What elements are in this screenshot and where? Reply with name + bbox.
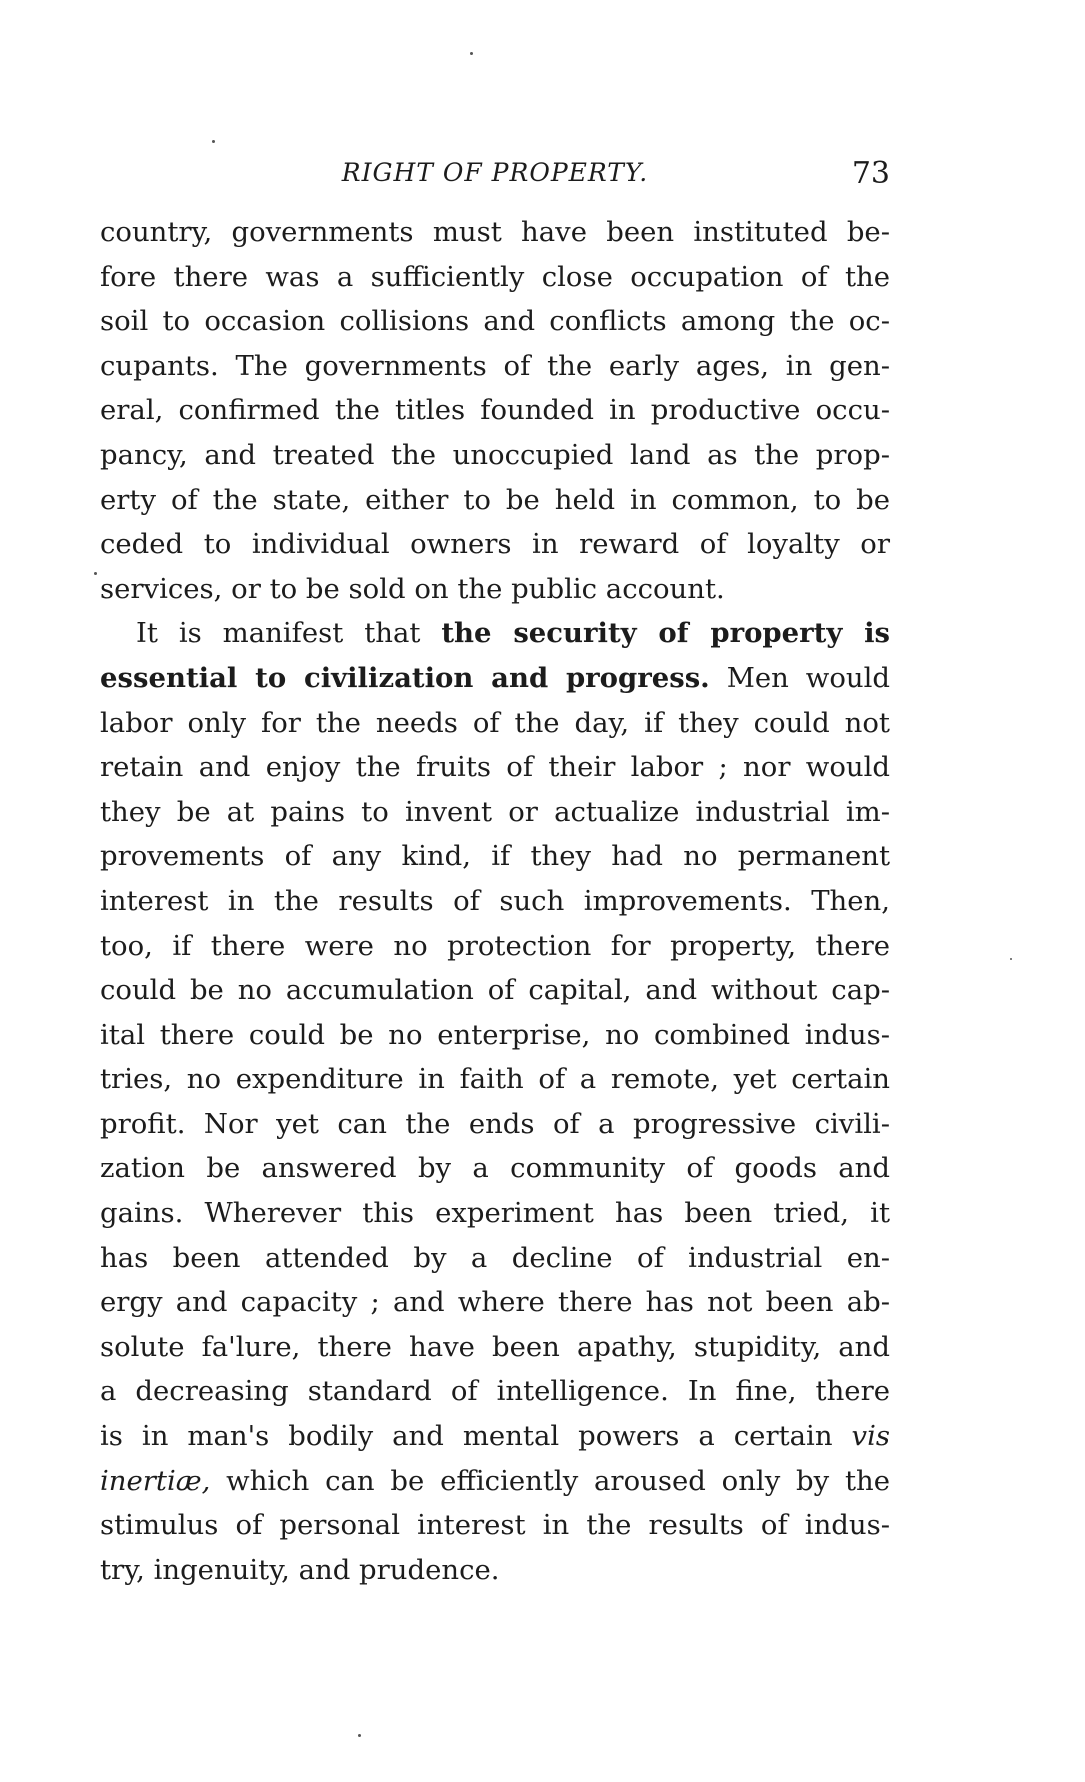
paper-speck (1010, 958, 1012, 960)
text-line: try, ingenuity, and prudence. (100, 1553, 500, 1586)
text-line: services, or to be sold on the public account. (100, 572, 725, 605)
paper-speck (94, 572, 97, 575)
text-line (100, 656, 890, 701)
text-line: too, if there were no protection for property, there (100, 929, 890, 962)
text-line: ital there could be no enterprise, no combined indus- (100, 1018, 890, 1051)
italic-text-segment: inertiæ, (100, 1464, 211, 1497)
text-line: soil to occasion collisions and conflicts among the oc- (100, 305, 890, 338)
text-line: has been attended by a decline of industrial en- (100, 1241, 890, 1274)
text-line: fore there was a sufficiently close occupation of the (100, 260, 890, 293)
italic-text-segment: vis (851, 1420, 890, 1453)
body-text (100, 210, 890, 1592)
bold-text-segment: the security of property is (441, 617, 890, 650)
paper-speck (212, 140, 215, 143)
running-title: RIGHT OF PROPERTY. (341, 158, 649, 187)
text-segment: It is manifest that (136, 617, 442, 650)
bold-text-segment: essential to civilization and progress. (100, 661, 710, 694)
text-line: tries, no expenditure in faith of a remote, yet certain (100, 1063, 890, 1096)
text-line: pancy, and treated the unoccupied land as the prop- (100, 438, 890, 471)
text-line: ergy and capacity ; and where there has not been ab- (100, 1286, 890, 1319)
text-line: stimulus of personal interest in the results of indus- (100, 1509, 890, 1542)
text-line: they be at pains to invent or actualize industrial im- (100, 795, 890, 828)
text-segment: is in man's bodily and mental powers a certain (100, 1420, 852, 1453)
text-segment: which can be efficiently aroused only by the (210, 1464, 890, 1497)
text-line: a decreasing standard of intelligence. In fine, there (100, 1375, 890, 1408)
text-line: solute fa'lure, there have been apathy, stupidity, and (100, 1330, 890, 1363)
text-line: erty of the state, either to be held in common, to be (100, 483, 890, 516)
text-line: provements of any kind, if they had no permanent (100, 840, 890, 873)
text-line: labor only for the needs of the day, if they could not (100, 706, 890, 739)
running-head (100, 158, 890, 198)
text-line: ceded to individual owners in reward of loyalty or (100, 528, 890, 561)
text-line (100, 1414, 890, 1459)
text-segment: Men would (709, 661, 890, 694)
text-line: profit. Nor yet can the ends of a progressive civili- (100, 1107, 890, 1140)
paper-speck (470, 52, 473, 55)
text-line (100, 1459, 890, 1504)
paper-speck (358, 1734, 361, 1737)
text-line (100, 611, 890, 656)
text-line: country, governments must have been instituted be- (100, 216, 890, 248)
text-line: gains. Wherever this experiment has been tried, it (100, 1197, 890, 1230)
text-line: cupants. The governments of the early ages, in gen- (100, 349, 890, 382)
text-line: retain and enjoy the fruits of their labor ; nor would (100, 751, 890, 784)
text-line: eral, confirmed the titles founded in productive occu- (100, 394, 890, 427)
text-line: interest in the results of such improvements. Then, (100, 884, 890, 917)
text-line: could be no accumulation of capital, and without cap- (100, 974, 890, 1007)
page-number: 73 (851, 156, 890, 191)
text-line: zation be answered by a community of goods and (100, 1152, 890, 1185)
